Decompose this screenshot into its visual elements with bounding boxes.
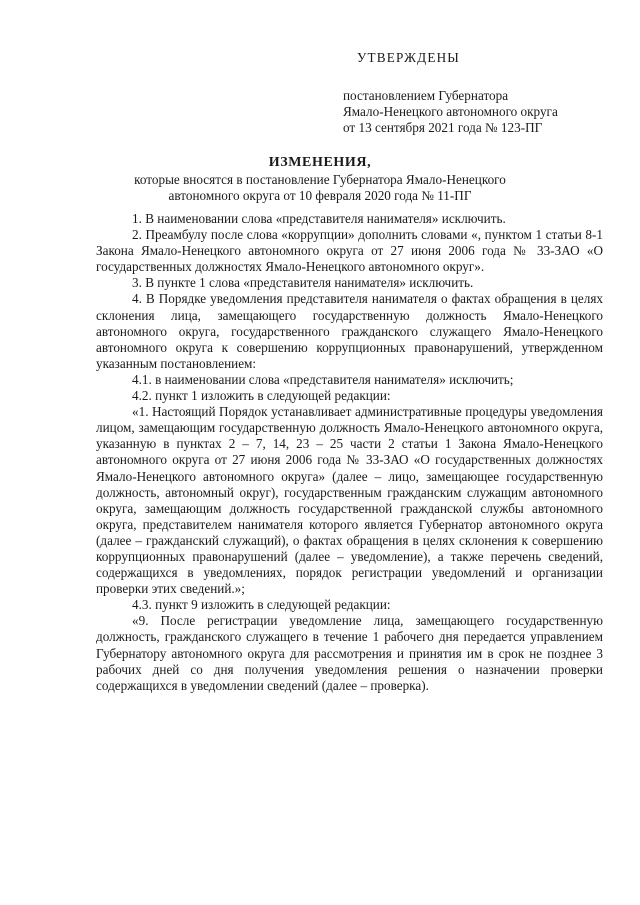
- subtitle-line-2: автономного округа от 10 февраля 2020 года № 11-ПГ: [168, 188, 472, 203]
- paragraph-2: 2. Преамбулу после слова «коррупции» дополнить словами «, пунктом 1 статьи 8-1 Закона Ямало-Ненецкого автономного округа от 27 июня 2006 года № 33-ЗАО «О государственных должностях Ямало-Ненецкого автономного округ».: [96, 227, 603, 275]
- approval-heading: УТВЕРЖДЕНЫ: [357, 50, 461, 65]
- paragraph-3: 3. В пункте 1 слова «представителя нанимателя» исключить.: [132, 275, 474, 291]
- paragraph-4-2-text: «1. Настоящий Порядок устанавливает административные процедуры уведомления лицом, замещающим государственную должность Ямало-Ненецкого автономного округа, указанную в пунктах 2 – 7, 14, 23 – 25 части 2 статьи 1 Закона Ямало-Ненецкого автономного округа от 27 июня 2006 года № 33-ЗАО «О государственных должностях Ямало-Ненецкого автономного округа» (далее – лицо, замещающее государственную должность, автономный округ), государственным гражданским служащим автономного округа, замещающим должность государственной гражданской службы автономного округа, представителем нанимателя которого является Губернатор автономного округа (далее – гражданский служащий), о фактах обращения в целях склонения к совершению коррупционных правонарушений (далее – уведомление), а также перечень сведений, содержащихся в уведомлениях, порядок регистрации уведомлений и организации проверки этих сведений.»;: [96, 404, 603, 597]
- paragraph-4: 4. В Порядке уведомления представителя нанимателя о фактах обращения в целях склонения лица, замещающего государственную должность Ямало-Ненецкого автономного округа, государственного гражданского служащего Ямало-Ненецкого автономного округа к совершению коррупционных правонарушений, утвержденном указанным постановлением:: [96, 291, 603, 371]
- paragraph-4-2: 4.2. пункт 1 изложить в следующей редакции:: [132, 388, 391, 404]
- approval-line-1: постановлением Губернатора: [343, 88, 509, 103]
- subtitle-line-1: которые вносятся в постановление Губернатора Ямало-Ненецкого: [134, 172, 506, 187]
- approval-line-3: от 13 сентября 2021 года № 123-ПГ: [343, 120, 543, 135]
- approval-stamp: [343, 50, 617, 136]
- paragraph-4-1: 4.1. в наименовании слова «представителя нанимателя» исключить;: [132, 371, 514, 387]
- document-title: ИЗМЕНЕНИЯ,: [268, 155, 372, 170]
- approval-line-2: Ямало-Ненецкого автономного округа: [343, 104, 558, 119]
- document-body: [96, 211, 603, 694]
- document-subtitle: [0, 172, 640, 204]
- paragraph-4-3: 4.3. пункт 9 изложить в следующей редакции:: [132, 597, 391, 613]
- paragraph-1: 1. В наименовании слова «представителя нанимателя» исключить.: [132, 211, 506, 226]
- paragraph-4-3-text: «9. После регистрации уведомление лица, замещающего государственную должность, гражданского служащего в течение 1 рабочего дня передается управлением Губернатору автономного округа для рассмотрения и принятия им в срок не позднее 3 рабочих дней со дня получения уведомления решения о назначении проверки содержащихся в уведомлении сведений (далее – проверка).: [96, 613, 603, 693]
